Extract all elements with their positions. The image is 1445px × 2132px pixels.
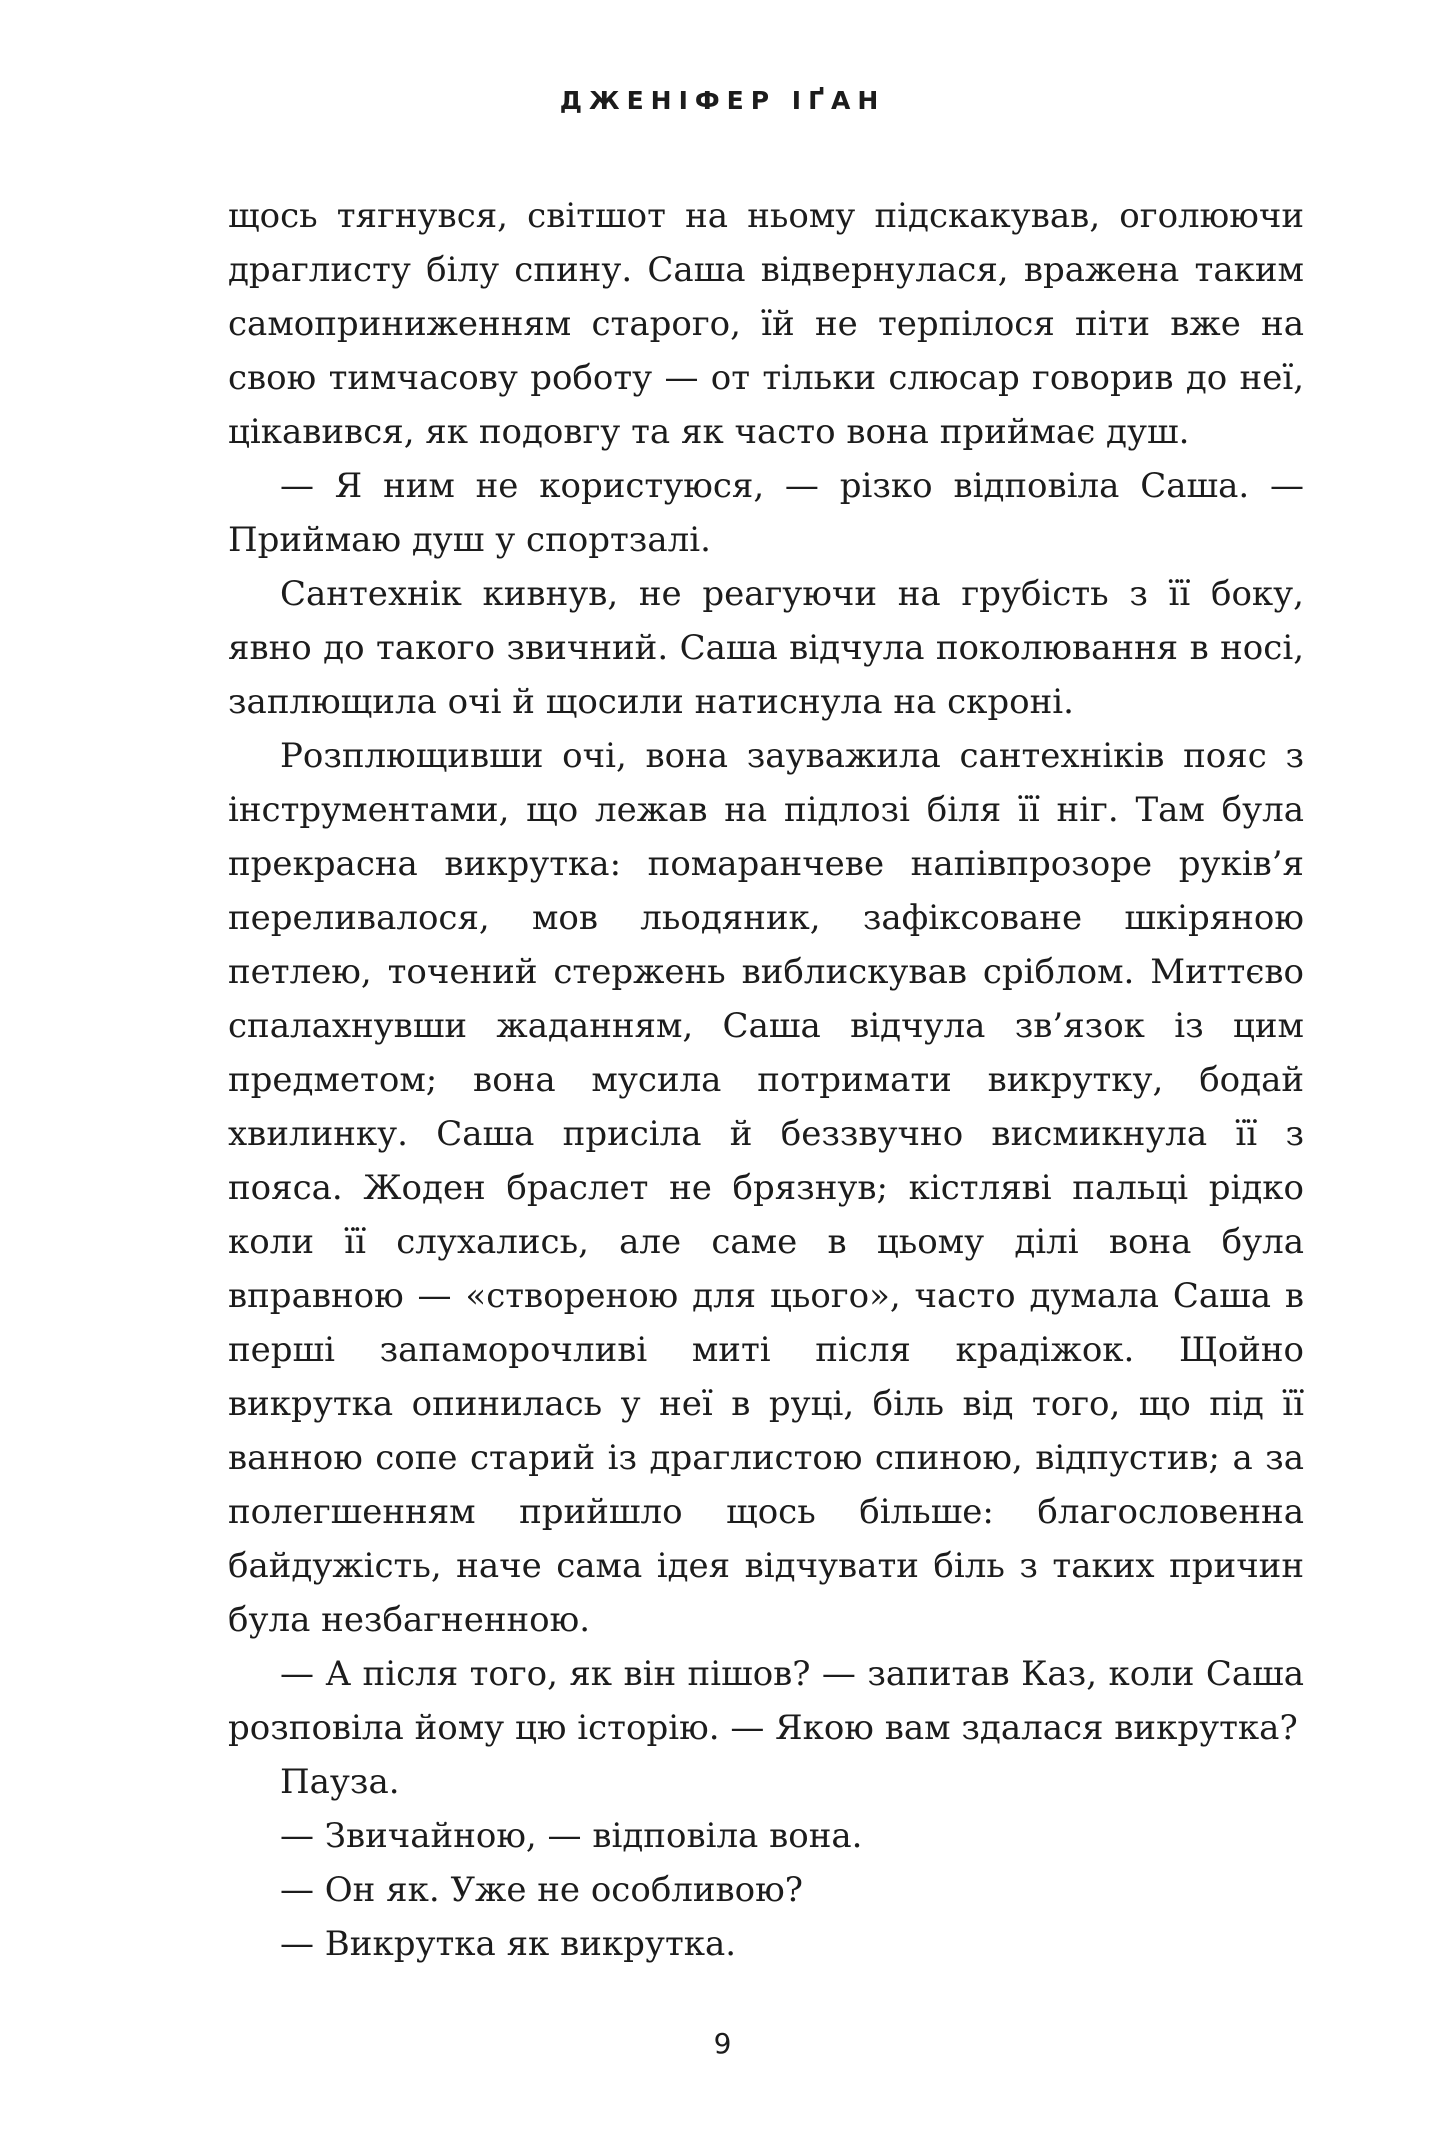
paragraph-pause: Пауза. [280,1762,400,1802]
body-text [228,189,1304,1971]
running-header-author: ДЖЕНІФЕР ІҐАН [559,86,886,115]
paragraph-not-special: — Он як. Уже не особливою? [280,1870,803,1910]
paragraph-screwdriver-theft: Розплющивши очі, вона зауважила сантехніків пояс з інструментами, що лежав на підлозі біля її ніг. Там була прекрасна викрутка: помаранчеве напівпрозоре руків’я переливалося, мов льодяник, зафіксоване шкіряною петлею, точений стержень виблискував сріблом. Миттєво спалахнувши жаданням, Саша відчула зв’язок із цим предметом; вона мусила потримати викрутку, бодай хвилинку. Саша присіла й беззвучно висмикнула її з пояса. Жоден браслет не брязнув; кістляві пальці рідко коли її слухались, але саме в цьому ділі вона була вправною — «створеною для цього», часто думала Саша в перші запаморочливі миті після крадіжок. Щойно викрутка опинилась у неї в руці, біль від того, що під її ванною сопе старий із драглистою спиною, відпустив; а за полегшенням прийшло щось більше: благословенна байдужість, наче сама ідея відчувати біль з таких причин була незбагненною. [228,736,1304,1640]
paragraph-kaz-question: — А після того, як він пішов? — запитав Каз, коли Саша розповіла йому цю історію. — Якою вам здалася викрутка? [228,1654,1304,1748]
paragraph-answer-ordinary: — Звичайною, — відповіла вона. [280,1816,863,1856]
paragraph-just-screwdriver: — Викрутка як викрутка. [280,1924,737,1964]
paragraph-continuation: щось тягнувся, світшот на ньому підскакував, оголюючи драглисту білу спину. Саша відвернулася, вражена таким самоприниженням старого, їй не терпілося піти вже на свою тимчасову роботу — от тільки слюсар говорив до неї, цікавився, як подовгу та як часто вона приймає душ. [228,196,1304,452]
page-number: 9 [713,2027,732,2060]
paragraph-dialogue-shower: — Я ним не користуюся, — різко відповіла Саша. — Приймаю душ у спортзалі. [228,466,1304,560]
paragraph-plumber-nod: Сантехнік кивнув, не реагуючи на грубість з її боку, явно до такого звичний. Саша відчула поколювання в носі, заплющила очі й щосили натиснула на скроні. [228,574,1304,722]
